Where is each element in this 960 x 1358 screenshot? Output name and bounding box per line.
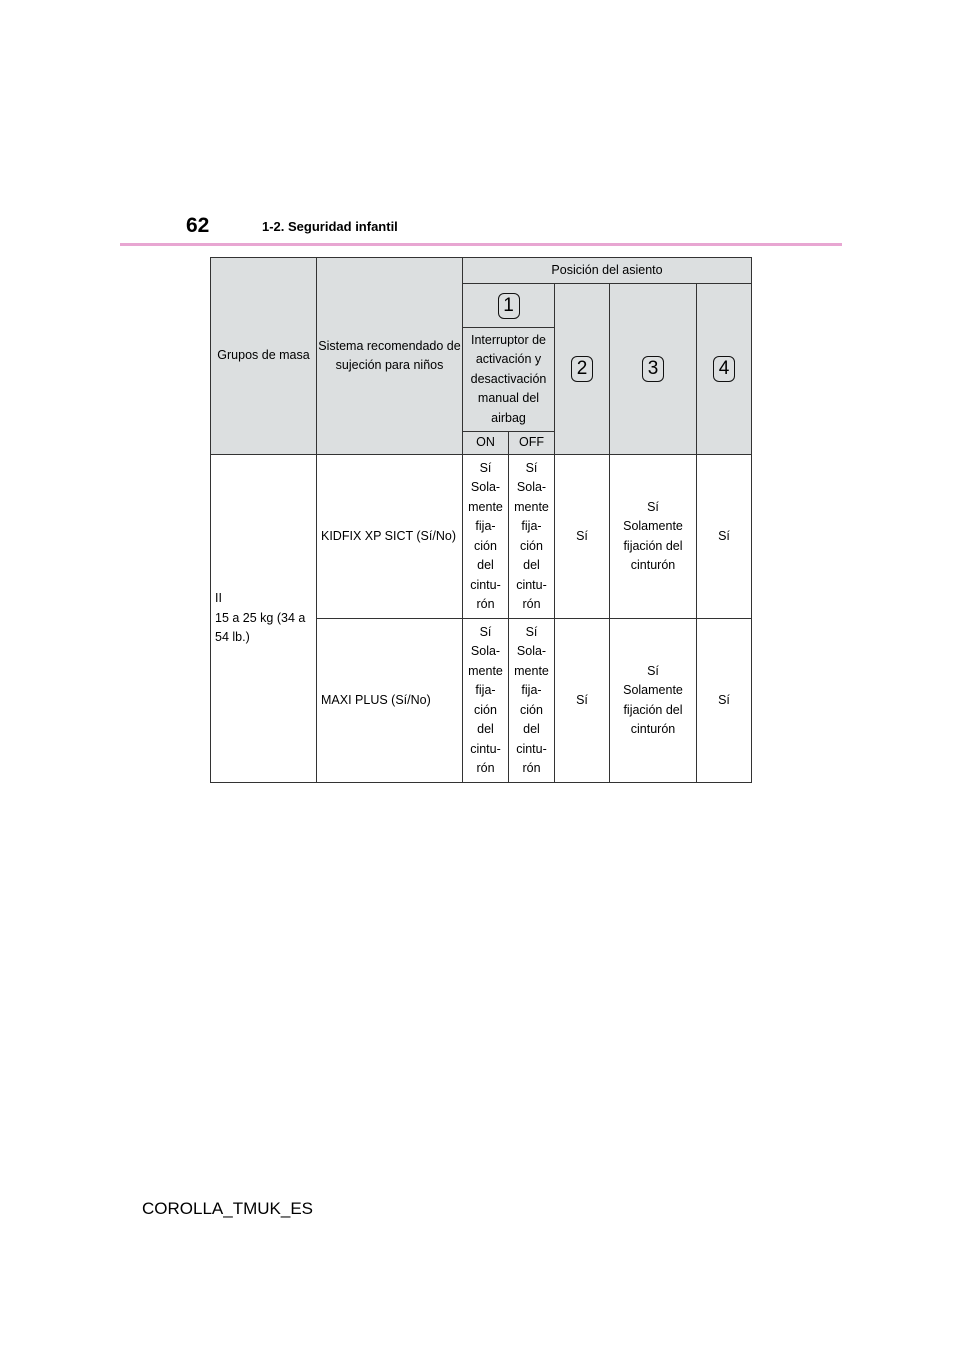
restraint-system-name: KIDFIX XP SICT (Sí/No) — [317, 455, 463, 619]
seat-3-cell: Sí Solamente fijación del cinturón — [610, 619, 697, 783]
mass-group-name: II — [215, 591, 222, 606]
page-number: 62 — [186, 214, 210, 237]
header-mass-group: Grupos de masa — [211, 258, 317, 455]
section-title: 1-2. Seguridad infantil — [262, 219, 398, 234]
seat-3-cell: Sí Solamente fijación del cinturón — [610, 455, 697, 619]
mass-group-range: 15 a 25 kg (34 a 54 lb.) — [215, 610, 306, 645]
restraint-system-name: MAXI PLUS (Sí/No) — [317, 619, 463, 783]
seat-4-cell: Sí — [697, 619, 752, 783]
seat-2-cell: Sí — [555, 619, 610, 783]
header-restraint-system: Sistema recomendado de sujeción para niños — [317, 258, 463, 455]
seat-1-off-cell: Sí Sola- mente fija- ción del cintu- rón — [509, 455, 555, 619]
mass-group-cell — [211, 455, 317, 783]
child-seat-table — [210, 257, 752, 783]
seat-1-off-cell: Sí Sola- mente fija- ción del cintu- rón — [509, 619, 555, 783]
seat-4-header — [697, 284, 752, 455]
header-divider — [120, 243, 842, 246]
document-code: COROLLA_TMUK_ES — [142, 1199, 313, 1218]
seat-3-header — [610, 284, 697, 455]
seat-2-icon: 2 — [571, 356, 593, 382]
seat-1-icon: 1 — [498, 293, 520, 319]
seat-4-icon: 4 — [713, 356, 735, 382]
seat-2-header — [555, 284, 610, 455]
seat-1-on-cell: Sí Sola- mente fija- ción del cintu- rón — [463, 619, 509, 783]
seat-2-cell: Sí — [555, 455, 610, 619]
seat-1-header — [463, 284, 555, 328]
header-airbag-switch: Interruptor de activación y desactivación manual del airbag — [463, 328, 555, 432]
seat-4-cell: Sí — [697, 455, 752, 619]
table-row — [211, 455, 752, 619]
header-seat-position: Posición del asiento — [463, 258, 752, 284]
header-off: OFF — [509, 432, 555, 455]
seat-1-on-cell: Sí Sola- mente fija- ción del cintu- rón — [463, 455, 509, 619]
header-on: ON — [463, 432, 509, 455]
seat-3-icon: 3 — [642, 356, 664, 382]
